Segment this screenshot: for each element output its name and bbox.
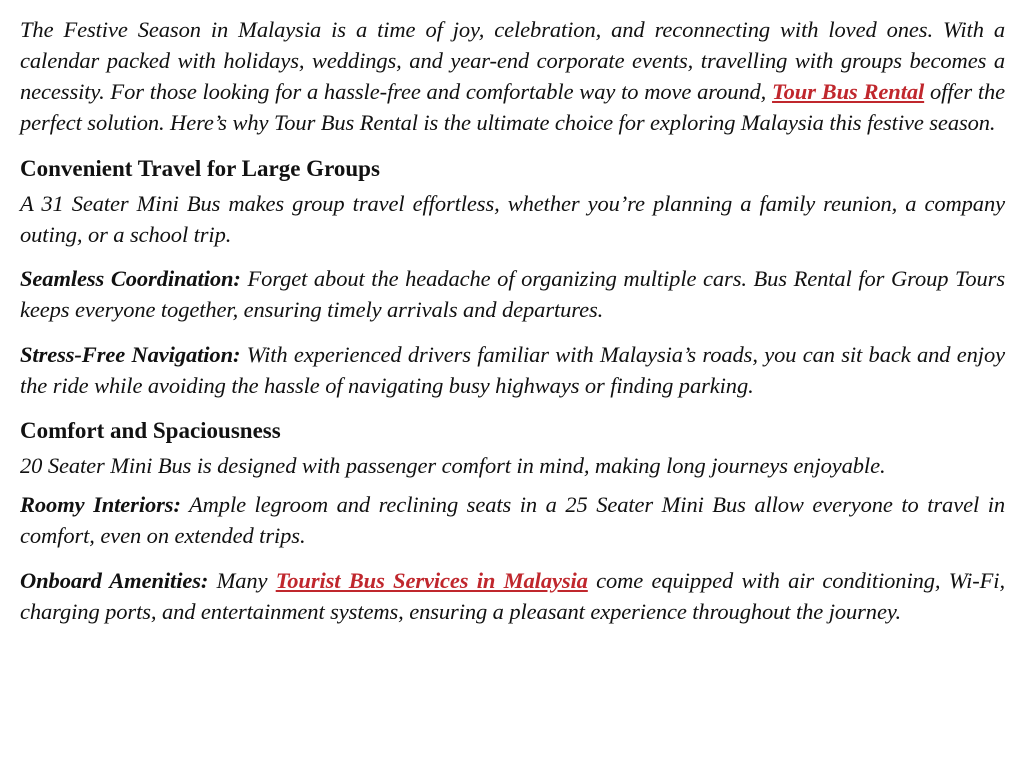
seamless-coordination-text: Forget about the headache of organizing multiple cars. Bus Rental for Group Tours keeps everyone together, ensuring timely arrivals and departures. — [20, 266, 1005, 322]
section2-paragraph: 20 Seater Mini Bus is designed with passenger comfort in mind, making long journeys enjoyable. — [20, 453, 886, 478]
stress-free-navigation-paragraph — [20, 339, 1005, 401]
tourist-bus-services-link[interactable]: Tourist Bus Services in Malaysia — [275, 568, 588, 593]
onboard-amenities-lead: Onboard Amenities: — [20, 568, 209, 593]
roomy-interiors-paragraph — [20, 489, 1005, 551]
tour-bus-rental-link[interactable]: Tour Bus Rental — [772, 79, 925, 104]
roomy-interiors-text: Ample legroom and reclining seats in a 25 Seater Mini Bus allow everyone to travel in comfort, even on extended trips. — [20, 492, 1005, 548]
roomy-interiors-lead: Roomy Interiors: — [20, 492, 181, 517]
seamless-coordination-paragraph — [20, 263, 1005, 325]
stress-free-navigation-text: With experienced drivers familiar with Malaysia’s roads, you can sit back and enjoy the ride while avoiding the hassle of navigating busy highways or finding parking. — [20, 342, 1005, 398]
intro-paragraph — [20, 14, 1005, 138]
stress-free-navigation-lead: Stress-Free Navigation: — [20, 342, 241, 367]
onboard-amenities-paragraph — [20, 565, 1005, 627]
onboard-amenities-text-before-link: Many — [208, 568, 276, 593]
section-heading-comfort: Comfort and Spaciousness — [20, 418, 281, 443]
section-heading-convenient-travel: Convenient Travel for Large Groups — [20, 156, 380, 181]
onboard-amenities-text-after-link: come equipped with air conditioning, Wi-Fi, charging ports, and entertainment systems, ensuring a pleasant experience throughout the journey. — [20, 568, 1005, 624]
intro-text-after-link: offer the perfect solution. Here’s why Tour Bus Rental is the ultimate choice for exploring Malaysia this festive season. — [20, 79, 1006, 135]
seamless-coordination-lead: Seamless Coordination: — [20, 266, 241, 291]
section1-paragraph: A 31 Seater Mini Bus makes group travel effortless, whether you’re planning a family reunion, a company outing, or a school trip. — [20, 191, 1005, 247]
intro-text-before-link: The Festive Season in Malaysia is a time of joy, celebration, and reconnecting with loved ones. With a calendar packed with holidays, weddings, and year-end corporate events, travelling with groups becomes a necessity. For those looking for a hassle-free and comfortable way to move around, — [20, 17, 1005, 104]
document-page — [20, 14, 1005, 627]
